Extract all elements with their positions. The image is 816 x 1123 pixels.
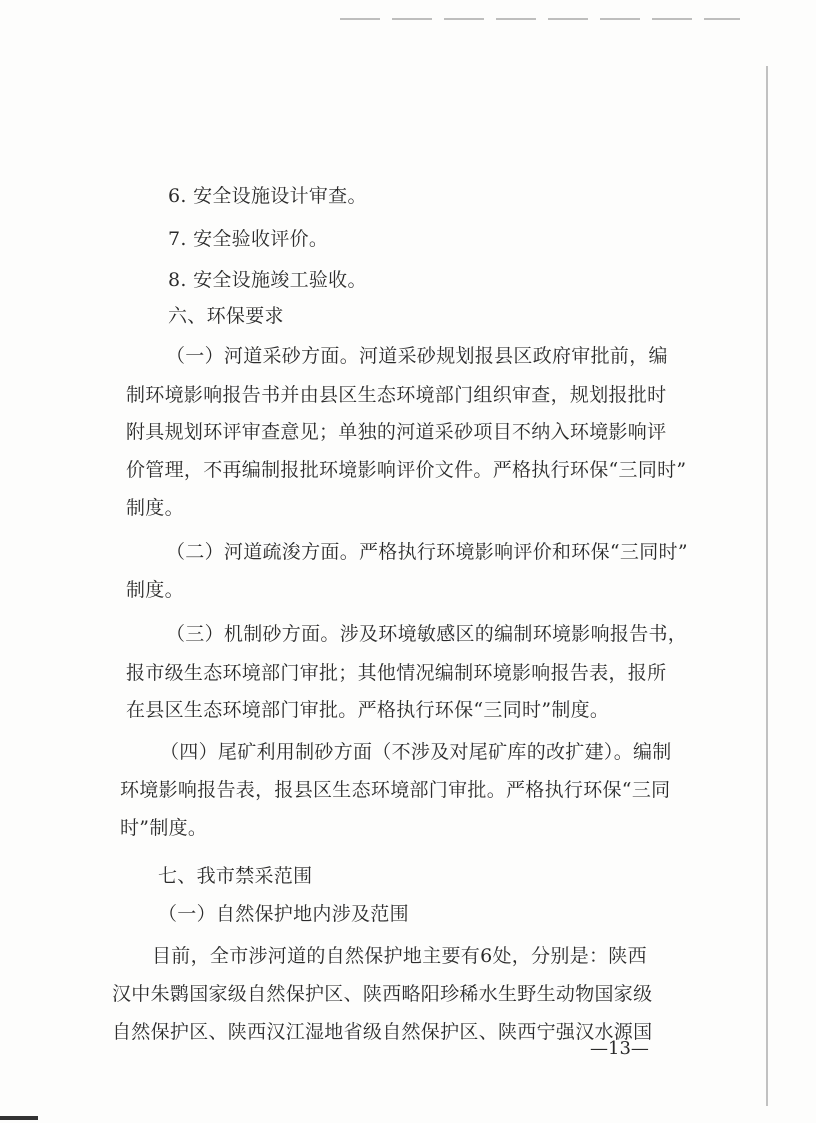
paragraph-line: 自然保护区、陕西汉江湿地省级自然保护区、陕西宁强汉水源国 — [112, 1021, 653, 1043]
paragraph-line: 附具规划环评审查意见；单独的河道采砂项目不纳入环境影响评 — [126, 421, 667, 443]
paragraph-line: （二）河道疏浚方面。严格执行环境影响评价和环保“三同时” — [166, 541, 688, 563]
scan-artifact-top — [340, 18, 740, 20]
list-item-8: 8. 安全设施竣工验收。 — [168, 269, 367, 291]
paragraph-line: 制度。 — [126, 497, 184, 519]
scan-artifact-right-edge — [766, 66, 768, 1106]
paragraph-line: 制环境影响报告书并由县区生态环境部门组织审查，规划报批时 — [126, 384, 667, 406]
paragraph-line: 目前，全市涉河道的自然保护地主要有6处，分别是：陕西 — [152, 945, 647, 967]
paragraph-line: 环境影响报告表，报县区生态环境部门审批。严格执行环保“三同 — [120, 779, 671, 801]
paragraph-line: （四）尾矿利用制砂方面（不涉及对尾矿库的改扩建）。编制 — [160, 741, 672, 763]
section-heading-6: 六、环保要求 — [168, 305, 284, 327]
list-item-6: 6. 安全设施设计审查。 — [168, 185, 367, 207]
scan-artifact-bottom-left — [0, 1116, 38, 1120]
subsection-heading: （一）自然保护地内涉及范围 — [158, 903, 409, 925]
paragraph-line: 汉中朱鹮国家级自然保护区、陕西略阳珍稀水生野生动物国家级 — [112, 983, 653, 1005]
paragraph-line: 在县区生态环境部门审批。严格执行环保“三同时”制度。 — [126, 699, 610, 721]
page-number: —13— — [590, 1038, 649, 1059]
section-heading-7: 七、我市禁采范围 — [158, 865, 313, 887]
paragraph-line: （一）河道采砂方面。河道采砂规划报县区政府审批前，编 — [166, 345, 668, 367]
list-item-7: 7. 安全验收评价。 — [168, 228, 329, 250]
paragraph-line: 制度。 — [126, 579, 184, 601]
paragraph-line: （三）机制砂方面。涉及环境敏感区的编制环境影响报告书， — [166, 623, 688, 645]
paragraph-line: 报市级生态环境部门审批；其他情况编制环境影响报告表，报所 — [126, 662, 667, 684]
paragraph-line: 价管理，不再编制报批环境影响评价文件。严格执行环保“三同时” — [126, 459, 687, 481]
paragraph-line: 时”制度。 — [120, 817, 208, 839]
